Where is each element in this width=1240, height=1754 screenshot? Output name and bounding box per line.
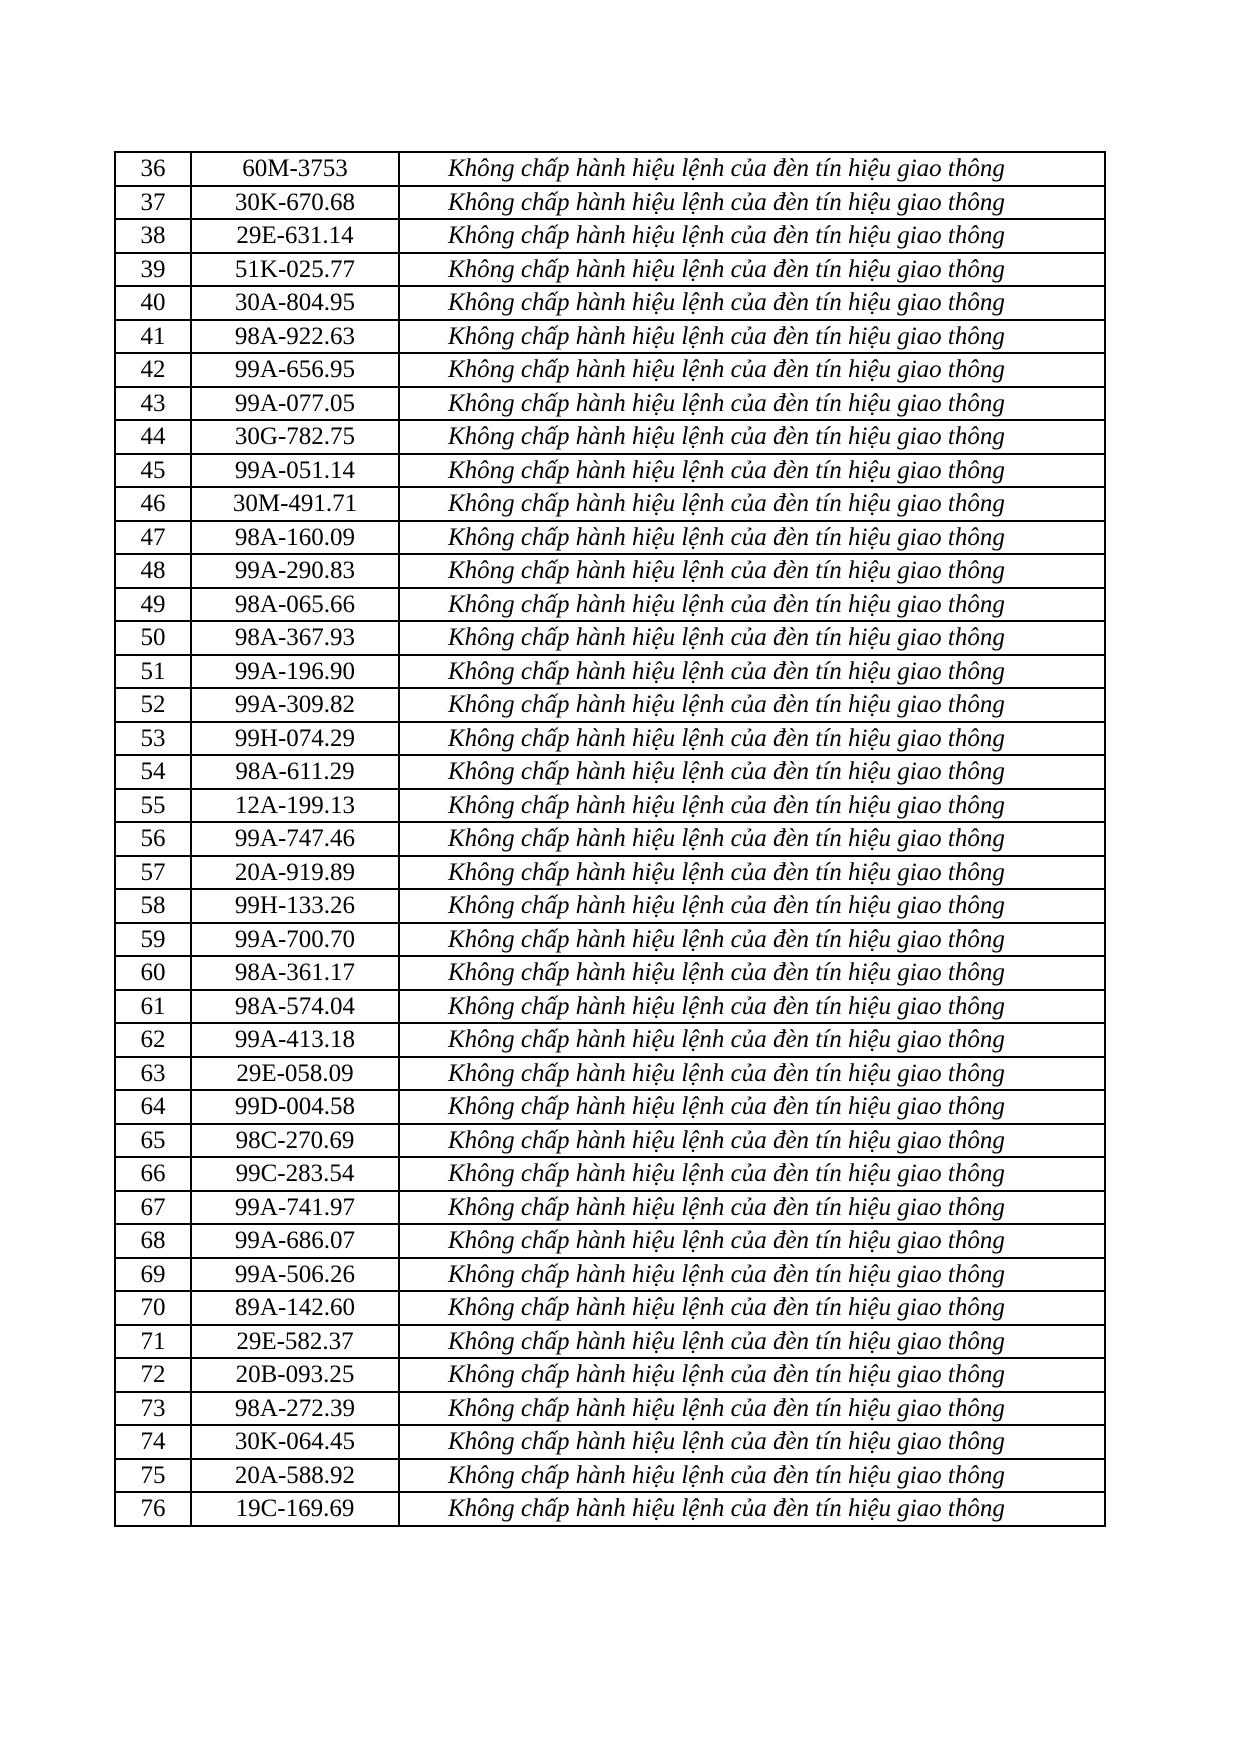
license-plate-cell: 98A-160.09 (191, 521, 399, 555)
license-plate-cell: 98A-922.63 (191, 320, 399, 354)
license-plate-cell: 99A-077.05 (191, 387, 399, 421)
table-row (115, 1090, 1105, 1124)
violation-cell: Không chấp hành hiệu lệnh của đèn tín hiệu giao thông (399, 1291, 1105, 1325)
row-number-cell: 47 (115, 521, 191, 555)
row-number-cell: 45 (115, 454, 191, 488)
violation-cell: Không chấp hành hiệu lệnh của đèn tín hiệu giao thông (399, 219, 1105, 253)
violation-cell: Không chấp hành hiệu lệnh của đèn tín hiệu giao thông (399, 889, 1105, 923)
license-plate-cell: 60M-3753 (191, 152, 399, 186)
license-plate-cell: 30K-064.45 (191, 1425, 399, 1459)
license-plate-cell: 99A-413.18 (191, 1023, 399, 1057)
table-row (115, 856, 1105, 890)
row-number-cell: 36 (115, 152, 191, 186)
license-plate-cell: 99A-700.70 (191, 923, 399, 957)
row-number-cell: 55 (115, 789, 191, 823)
license-plate-cell: 98A-272.39 (191, 1392, 399, 1426)
license-plate-cell: 99H-074.29 (191, 722, 399, 756)
license-plate-cell: 98A-367.93 (191, 621, 399, 655)
violation-cell: Không chấp hành hiệu lệnh của đèn tín hiệu giao thông (399, 688, 1105, 722)
violation-cell: Không chấp hành hiệu lệnh của đèn tín hiệu giao thông (399, 655, 1105, 689)
license-plate-cell: 30G-782.75 (191, 420, 399, 454)
violation-cell: Không chấp hành hiệu lệnh của đèn tín hiệu giao thông (399, 588, 1105, 622)
violation-cell: Không chấp hành hiệu lệnh của đèn tín hiệu giao thông (399, 789, 1105, 823)
table-row (115, 822, 1105, 856)
table-row (115, 1224, 1105, 1258)
row-number-cell: 66 (115, 1157, 191, 1191)
table-row (115, 320, 1105, 354)
table-row (115, 353, 1105, 387)
license-plate-cell: 98C-270.69 (191, 1124, 399, 1158)
table-row (115, 1492, 1105, 1526)
table-row (115, 889, 1105, 923)
row-number-cell: 37 (115, 186, 191, 220)
violation-cell: Không chấp hành hiệu lệnh của đèn tín hiệu giao thông (399, 1392, 1105, 1426)
license-plate-cell: 99A-741.97 (191, 1191, 399, 1225)
row-number-cell: 40 (115, 286, 191, 320)
row-number-cell: 42 (115, 353, 191, 387)
violation-cell: Không chấp hành hiệu lệnh của đèn tín hiệu giao thông (399, 521, 1105, 555)
license-plate-cell: 99A-686.07 (191, 1224, 399, 1258)
row-number-cell: 53 (115, 722, 191, 756)
violation-cell: Không chấp hành hiệu lệnh của đèn tín hiệu giao thông (399, 1492, 1105, 1526)
table-row (115, 521, 1105, 555)
violation-cell: Không chấp hành hiệu lệnh của đèn tín hiệu giao thông (399, 286, 1105, 320)
license-plate-cell: 99A-747.46 (191, 822, 399, 856)
license-plate-cell: 99A-309.82 (191, 688, 399, 722)
license-plate-cell: 20A-588.92 (191, 1459, 399, 1493)
license-plate-cell: 12A-199.13 (191, 789, 399, 823)
violation-cell: Không chấp hành hiệu lệnh của đèn tín hiệu giao thông (399, 1023, 1105, 1057)
table-row (115, 1191, 1105, 1225)
row-number-cell: 65 (115, 1124, 191, 1158)
violation-cell: Không chấp hành hiệu lệnh của đèn tín hiệu giao thông (399, 1090, 1105, 1124)
table-row (115, 588, 1105, 622)
violation-cell: Không chấp hành hiệu lệnh của đèn tín hiệu giao thông (399, 454, 1105, 488)
row-number-cell: 44 (115, 420, 191, 454)
table-row (115, 186, 1105, 220)
table-row (115, 487, 1105, 521)
row-number-cell: 48 (115, 554, 191, 588)
license-plate-cell: 99D-004.58 (191, 1090, 399, 1124)
violation-cell: Không chấp hành hiệu lệnh của đèn tín hiệu giao thông (399, 755, 1105, 789)
table-row (115, 956, 1105, 990)
row-number-cell: 67 (115, 1191, 191, 1225)
violation-cell: Không chấp hành hiệu lệnh của đèn tín hiệu giao thông (399, 320, 1105, 354)
violation-cell: Không chấp hành hiệu lệnh của đèn tín hiệu giao thông (399, 1325, 1105, 1359)
license-plate-cell: 99A-656.95 (191, 353, 399, 387)
row-number-cell: 43 (115, 387, 191, 421)
table-row (115, 1358, 1105, 1392)
license-plate-cell: 99A-290.83 (191, 554, 399, 588)
license-plate-cell: 51K-025.77 (191, 253, 399, 287)
violation-cell: Không chấp hành hiệu lệnh của đèn tín hiệu giao thông (399, 1425, 1105, 1459)
license-plate-cell: 30A-804.95 (191, 286, 399, 320)
license-plate-cell: 29E-582.37 (191, 1325, 399, 1359)
table-row (115, 789, 1105, 823)
table-row (115, 387, 1105, 421)
license-plate-cell: 89A-142.60 (191, 1291, 399, 1325)
table-row (115, 1392, 1105, 1426)
violations-table (114, 151, 1106, 1527)
row-number-cell: 73 (115, 1392, 191, 1426)
license-plate-cell: 20B-093.25 (191, 1358, 399, 1392)
license-plate-cell: 30K-670.68 (191, 186, 399, 220)
violation-cell: Không chấp hành hiệu lệnh của đèn tín hiệu giao thông (399, 1057, 1105, 1091)
table-row (115, 554, 1105, 588)
violation-cell: Không chấp hành hiệu lệnh của đèn tín hiệu giao thông (399, 1157, 1105, 1191)
row-number-cell: 64 (115, 1090, 191, 1124)
violation-cell: Không chấp hành hiệu lệnh của đèn tín hiệu giao thông (399, 554, 1105, 588)
license-plate-cell: 20A-919.89 (191, 856, 399, 890)
row-number-cell: 58 (115, 889, 191, 923)
table-row (115, 1023, 1105, 1057)
row-number-cell: 61 (115, 990, 191, 1024)
table-row (115, 923, 1105, 957)
violation-cell: Không chấp hành hiệu lệnh của đèn tín hiệu giao thông (399, 822, 1105, 856)
row-number-cell: 59 (115, 923, 191, 957)
violation-cell: Không chấp hành hiệu lệnh của đèn tín hiệu giao thông (399, 621, 1105, 655)
violation-cell: Không chấp hành hiệu lệnh của đèn tín hiệu giao thông (399, 1258, 1105, 1292)
violation-cell: Không chấp hành hiệu lệnh của đèn tín hiệu giao thông (399, 1191, 1105, 1225)
row-number-cell: 51 (115, 655, 191, 689)
row-number-cell: 76 (115, 1492, 191, 1526)
violation-cell: Không chấp hành hiệu lệnh của đèn tín hiệu giao thông (399, 1459, 1105, 1493)
table-row (115, 286, 1105, 320)
table-row (115, 1459, 1105, 1493)
table-row (115, 990, 1105, 1024)
license-plate-cell: 99H-133.26 (191, 889, 399, 923)
row-number-cell: 68 (115, 1224, 191, 1258)
license-plate-cell: 98A-065.66 (191, 588, 399, 622)
row-number-cell: 52 (115, 688, 191, 722)
table-row (115, 152, 1105, 186)
row-number-cell: 41 (115, 320, 191, 354)
license-plate-cell: 29E-631.14 (191, 219, 399, 253)
row-number-cell: 50 (115, 621, 191, 655)
license-plate-cell: 99A-506.26 (191, 1258, 399, 1292)
violation-cell: Không chấp hành hiệu lệnh của đèn tín hiệu giao thông (399, 152, 1105, 186)
violation-cell: Không chấp hành hiệu lệnh của đèn tín hiệu giao thông (399, 722, 1105, 756)
row-number-cell: 49 (115, 588, 191, 622)
violation-cell: Không chấp hành hiệu lệnh của đèn tín hiệu giao thông (399, 420, 1105, 454)
license-plate-cell: 98A-361.17 (191, 956, 399, 990)
violation-cell: Không chấp hành hiệu lệnh của đèn tín hiệu giao thông (399, 856, 1105, 890)
violation-cell: Không chấp hành hiệu lệnh của đèn tín hiệu giao thông (399, 253, 1105, 287)
row-number-cell: 63 (115, 1057, 191, 1091)
table-row (115, 420, 1105, 454)
violation-cell: Không chấp hành hiệu lệnh của đèn tín hiệu giao thông (399, 1358, 1105, 1392)
violation-cell: Không chấp hành hiệu lệnh của đèn tín hiệu giao thông (399, 990, 1105, 1024)
table-row (115, 1057, 1105, 1091)
violation-cell: Không chấp hành hiệu lệnh của đèn tín hiệu giao thông (399, 186, 1105, 220)
license-plate-cell: 19C-169.69 (191, 1492, 399, 1526)
table-row (115, 454, 1105, 488)
row-number-cell: 60 (115, 956, 191, 990)
row-number-cell: 38 (115, 219, 191, 253)
violation-cell: Không chấp hành hiệu lệnh của đèn tín hiệu giao thông (399, 1224, 1105, 1258)
row-number-cell: 46 (115, 487, 191, 521)
row-number-cell: 39 (115, 253, 191, 287)
table-row (115, 621, 1105, 655)
row-number-cell: 70 (115, 1291, 191, 1325)
row-number-cell: 69 (115, 1258, 191, 1292)
violation-cell: Không chấp hành hiệu lệnh của đèn tín hiệu giao thông (399, 387, 1105, 421)
table-row (115, 1425, 1105, 1459)
license-plate-cell: 30M-491.71 (191, 487, 399, 521)
license-plate-cell: 29E-058.09 (191, 1057, 399, 1091)
violation-cell: Không chấp hành hiệu lệnh của đèn tín hiệu giao thông (399, 956, 1105, 990)
table-row (115, 1258, 1105, 1292)
table-row (115, 722, 1105, 756)
row-number-cell: 56 (115, 822, 191, 856)
row-number-cell: 54 (115, 755, 191, 789)
table-row (115, 1124, 1105, 1158)
table-row (115, 1157, 1105, 1191)
license-plate-cell: 98A-574.04 (191, 990, 399, 1024)
row-number-cell: 75 (115, 1459, 191, 1493)
table-row (115, 253, 1105, 287)
license-plate-cell: 99C-283.54 (191, 1157, 399, 1191)
table-row (115, 655, 1105, 689)
table-row (115, 1291, 1105, 1325)
row-number-cell: 57 (115, 856, 191, 890)
license-plate-cell: 99A-196.90 (191, 655, 399, 689)
row-number-cell: 62 (115, 1023, 191, 1057)
table-row (115, 219, 1105, 253)
table-body (115, 152, 1105, 1526)
row-number-cell: 72 (115, 1358, 191, 1392)
row-number-cell: 74 (115, 1425, 191, 1459)
table-row (115, 1325, 1105, 1359)
license-plate-cell: 99A-051.14 (191, 454, 399, 488)
row-number-cell: 71 (115, 1325, 191, 1359)
violation-cell: Không chấp hành hiệu lệnh của đèn tín hiệu giao thông (399, 487, 1105, 521)
violation-cell: Không chấp hành hiệu lệnh của đèn tín hiệu giao thông (399, 353, 1105, 387)
license-plate-cell: 98A-611.29 (191, 755, 399, 789)
table-row (115, 755, 1105, 789)
table-row (115, 688, 1105, 722)
violation-cell: Không chấp hành hiệu lệnh của đèn tín hiệu giao thông (399, 923, 1105, 957)
violation-cell: Không chấp hành hiệu lệnh của đèn tín hiệu giao thông (399, 1124, 1105, 1158)
